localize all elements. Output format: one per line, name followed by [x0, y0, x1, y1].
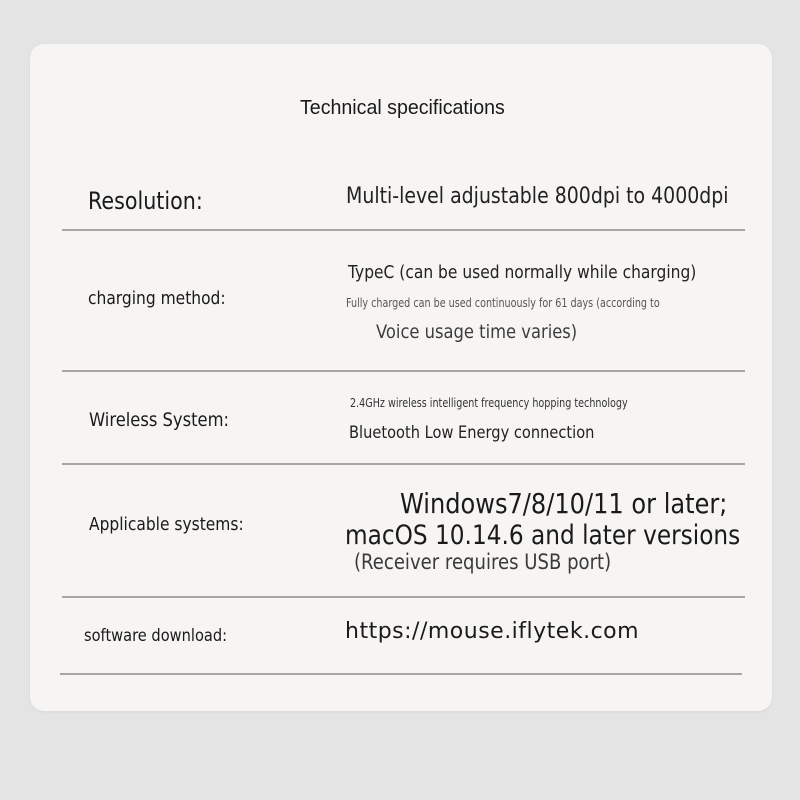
- wireless-value-line-2: Bluetooth Low Energy connection: [349, 423, 595, 443]
- wireless-label: Wireless System:: [89, 409, 230, 431]
- systems-label: Applicable systems:: [89, 514, 244, 535]
- divider: [62, 229, 745, 231]
- divider: [60, 673, 742, 675]
- systems-value-line-1: Windows7/8/10/11 or later;: [400, 487, 728, 520]
- resolution-value: Multi-level adjustable 800dpi to 4000dpi: [346, 184, 729, 209]
- resolution-label: Resolution:: [88, 187, 203, 215]
- spec-card: [30, 44, 772, 711]
- divider: [62, 463, 745, 465]
- page-title: Technical specifications: [300, 97, 505, 119]
- software-download-link[interactable]: https://mouse.iflytek.com: [345, 619, 640, 644]
- systems-value-line-2: macOS 10.14.6 and later versions: [345, 520, 741, 551]
- wireless-value-line-1: 2.4GHz wireless intelligent frequency hopping technology: [350, 396, 628, 410]
- charging-value-line-1: TypeC (can be used normally while charging): [348, 262, 697, 283]
- charging-value-line-3: Voice usage time varies): [376, 321, 578, 343]
- systems-value-line-3: (Receiver requires USB port): [354, 550, 612, 574]
- software-label: software download:: [84, 626, 228, 646]
- divider: [62, 596, 745, 598]
- charging-label: charging method:: [88, 288, 226, 309]
- charging-value-line-2: Fully charged can be used continuously for 61 days (according to: [346, 296, 660, 310]
- divider: [62, 370, 745, 372]
